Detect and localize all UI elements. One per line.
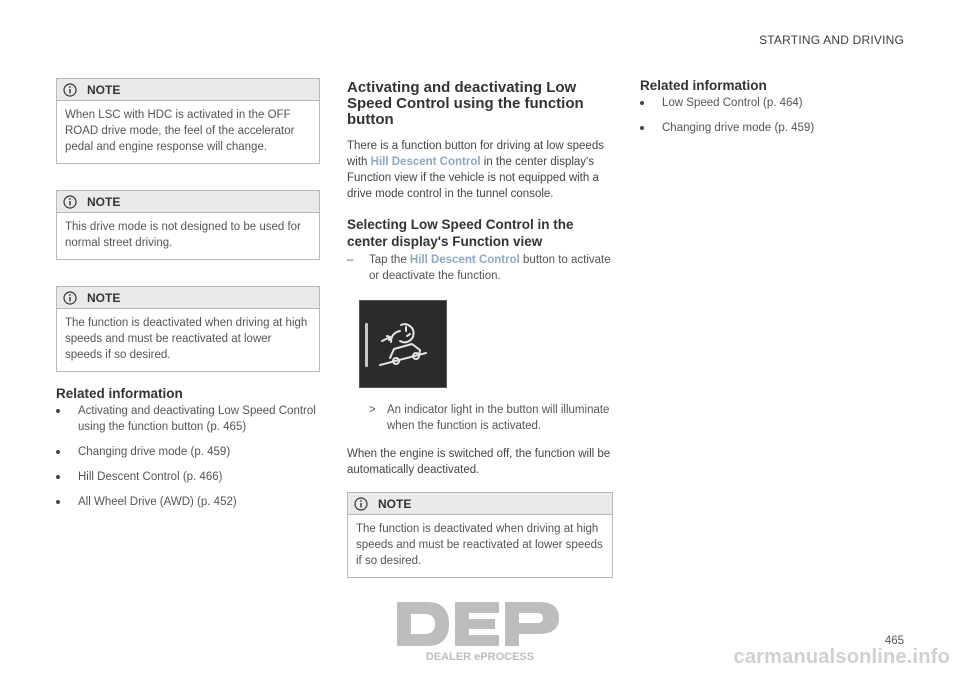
hill-descent-control-term: Hill Descent Control [370, 156, 481, 168]
hill-descent-icon [360, 301, 448, 389]
related-info-heading: Related information [640, 78, 767, 93]
related-list [640, 95, 900, 136]
note-box [347, 492, 613, 578]
note-header [57, 191, 319, 213]
related-link[interactable]: Activating and deactivating Low Speed Control using the function button (p. 465) [56, 403, 320, 435]
note-label: NOTE [87, 82, 121, 97]
engine-off-paragraph: When the engine is switched off, the function will be automatically deactivated. [347, 448, 611, 476]
note-header [57, 79, 319, 101]
bullet-icon [56, 500, 60, 504]
bullet-icon [56, 450, 60, 454]
note-text: The function is deactivated when driving at high speeds and must be reactivated at lower speeds if so desired. [356, 523, 603, 567]
note-label: NOTE [87, 194, 121, 209]
related-info-heading: Related information [56, 386, 183, 401]
note-box [56, 78, 320, 164]
page-number: 465 [884, 635, 904, 647]
dealer-eprocess-logo [395, 598, 565, 662]
result-marker: > [369, 404, 376, 416]
step-marker: – [347, 254, 354, 266]
note-header [57, 287, 319, 309]
note-label: NOTE [87, 290, 121, 305]
related-link[interactable]: Low Speed Control (p. 464) [640, 95, 900, 111]
related-link[interactable]: Changing drive mode (p. 459) [56, 444, 320, 460]
related-link[interactable]: Hill Descent Control (p. 466) [56, 469, 320, 485]
info-icon [63, 83, 77, 97]
result-text: > An indicator light in the button will illuminate when the function is activated. [369, 404, 610, 432]
svg-text:DEALER ePROCESS: DEALER ePROCESS [425, 651, 535, 662]
note-text: The function is deactivated when driving at high speeds and must be reactivated at lower speeds if so desired. [65, 317, 308, 361]
note-text: This drive mode is not designed to be used for normal street driving. [65, 221, 301, 249]
article-title: Activating and deactivating Low Speed Control using the function button [347, 79, 584, 128]
hill-descent-control-term: Hill Descent Control [409, 254, 520, 266]
bullet-icon [56, 475, 60, 479]
note-box [56, 286, 320, 372]
note-box [56, 190, 320, 260]
note-label: NOTE [378, 496, 412, 511]
related-list [56, 403, 320, 510]
right-column [640, 78, 900, 145]
intro-paragraph: There is a function button for driving at low speeds with Hill Descent Control in the center display's Function view if the vehicle is not equipped with a drive mode control in the tunnel console. [347, 140, 604, 200]
section-header: STARTING AND DRIVING [759, 33, 904, 47]
subsection-title: Selecting Low Speed Control in the center display's Function view [347, 217, 574, 249]
info-icon [354, 497, 368, 511]
watermark-text: carmanualsonline.info [733, 646, 950, 668]
note-text: When LSC with HDC is activated in the OFF ROAD drive mode, the feel of the accelerator pedal and engine response will change. [65, 109, 295, 153]
related-link[interactable]: Changing drive mode (p. 459) [640, 120, 900, 136]
bullet-icon [640, 126, 644, 130]
info-icon [63, 195, 77, 209]
related-link[interactable]: All Wheel Drive (AWD) (p. 452) [56, 494, 320, 510]
bullet-icon [640, 101, 644, 105]
info-icon [63, 291, 77, 305]
middle-column [347, 80, 613, 592]
bullet-icon [56, 409, 60, 413]
left-column [56, 78, 320, 519]
hill-descent-button-image [359, 300, 447, 388]
instruction-step: – Tap the Hill Descent Control button to activate or deactivate the function. [347, 254, 611, 282]
note-header [348, 493, 612, 515]
